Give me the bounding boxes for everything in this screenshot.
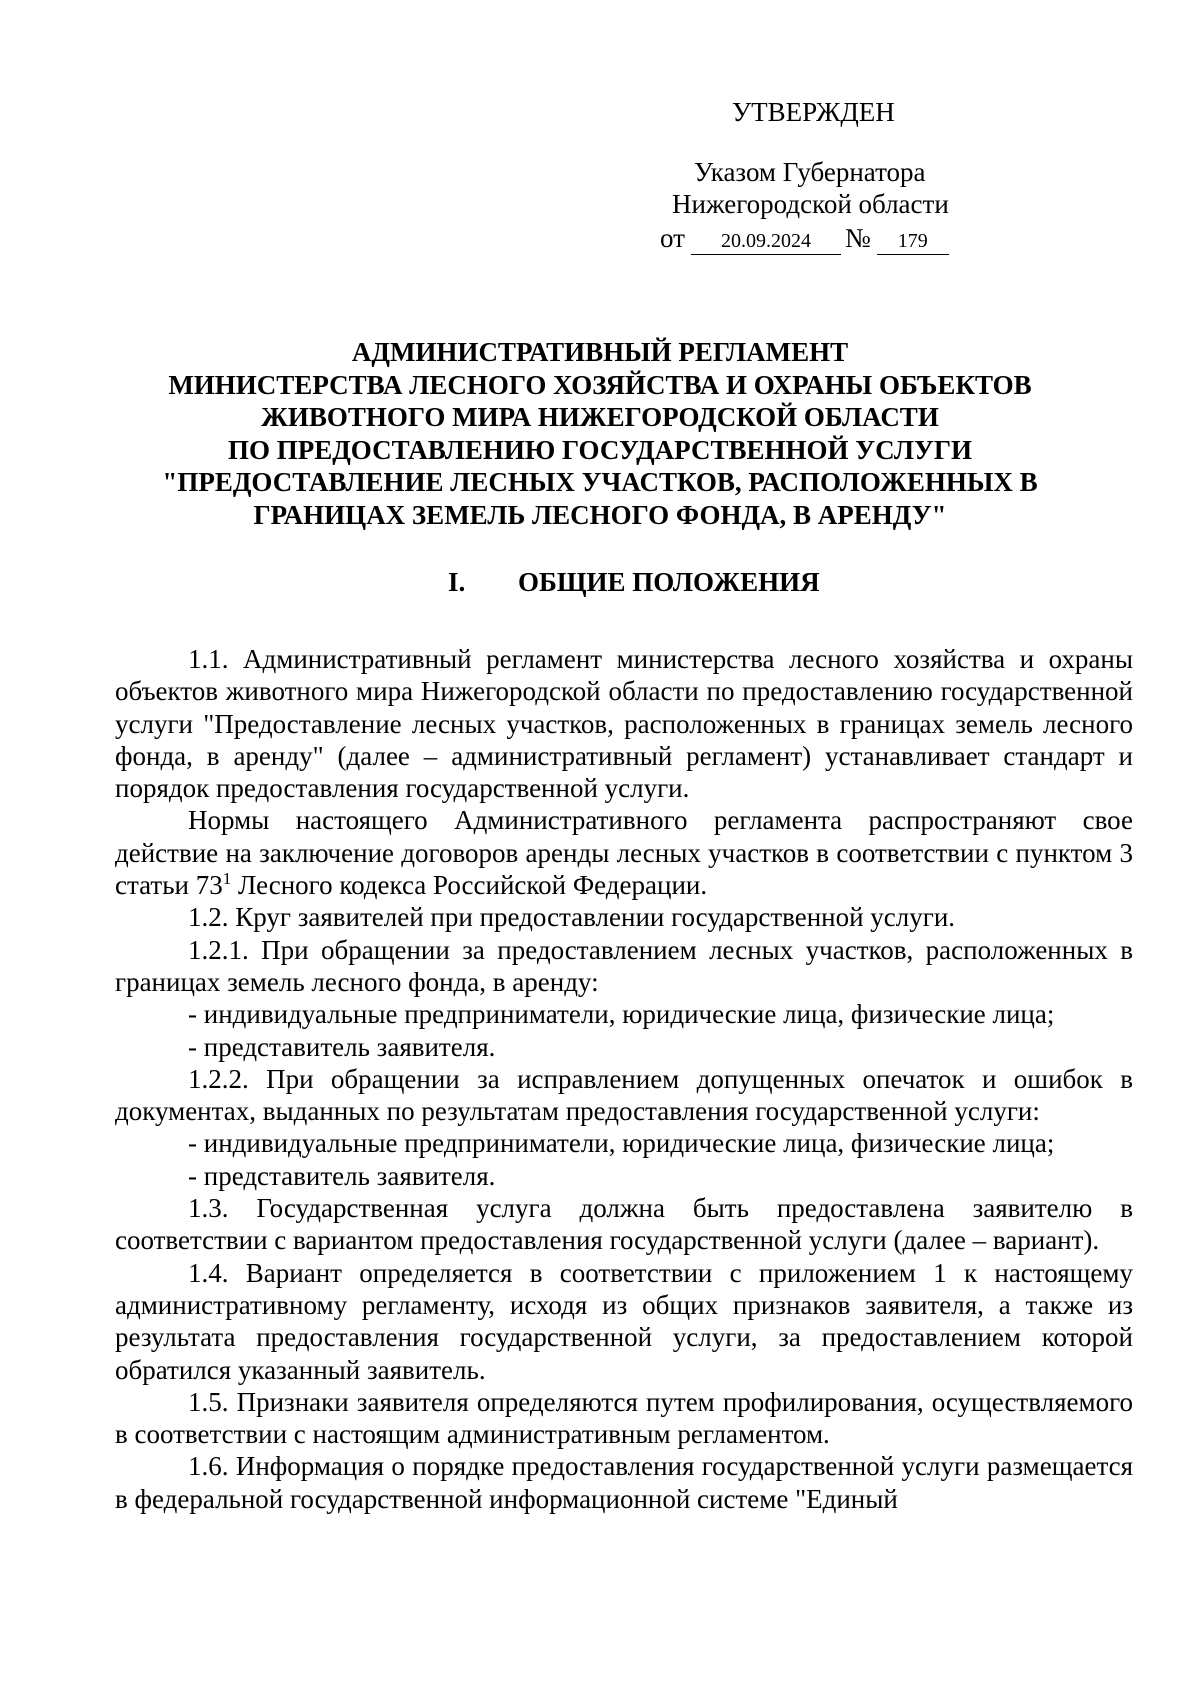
paragraph-1-2: 1.2. Круг заявителей при предоставлении государственной услуги. bbox=[188, 902, 956, 933]
document-body bbox=[115, 643, 1133, 1515]
document-title bbox=[100, 336, 1100, 531]
paragraph-1-1: 1.1. Административный регламент министерства лесного хозяйства и охраны объектов животного мира Нижегородской области по предоставлению государственной услуги "Предоставление лесных участков, расположенных в границах земель лесного фонда, в аренду" (далее – административный регламент) устанавливает стандарт и порядок предоставления государственной услуги. bbox=[115, 644, 1133, 804]
paragraph-1-2-2: 1.2.2. При обращении за исправлением допущенных опечаток и ошибок в документах, выданных по результатам предоставления государственной услуги: bbox=[115, 1063, 1133, 1127]
section-title: ОБЩИЕ ПОЛОЖЕНИЯ bbox=[518, 567, 820, 597]
section-heading bbox=[448, 566, 820, 599]
paragraph-norms-end: Лесного кодекса Российской Федерации. bbox=[231, 870, 708, 901]
title-line: АДМИНИСТРАТИВНЫЙ РЕГЛАМЕНТ bbox=[351, 337, 849, 367]
approved-label: УТВЕРЖДЕН bbox=[732, 97, 895, 127]
decree-line: Указом Губернатора bbox=[694, 157, 926, 187]
list-item: - индивидуальные предприниматели, юридические лица, физические лица; bbox=[188, 1128, 1055, 1159]
number-sign: № bbox=[844, 223, 871, 253]
article-superscript: 1 bbox=[222, 869, 232, 889]
title-line: ПО ПРЕДОСТАВЛЕНИЮ ГОСУДАРСТВЕННОЙ УСЛУГИ bbox=[227, 434, 973, 465]
paragraph-1-4: 1.4. Вариант определяется в соответствии с приложением 1 к настоящему административному регламенту, исходя из общих признаков заявителя, а также из результата предоставления государственной услуги, за предоставлением которой обратился указанный заявитель. bbox=[115, 1257, 1133, 1385]
paragraph-1-3: 1.3. Государственная услуга должна быть предоставлена заявителю в соответствии с вариантом предоставления государственной услуги (далее – вариант). bbox=[115, 1193, 1133, 1256]
decree-date: 20.09.2024 bbox=[691, 228, 841, 255]
title-line: МИНИСТЕРСТВА ЛЕСНОГО ХОЗЯЙСТВА И ОХРАНЫ ОБЪЕКТОВ bbox=[168, 369, 1032, 400]
region-line: Нижегородской области bbox=[672, 189, 949, 219]
paragraph-norms bbox=[115, 804, 1133, 901]
list-item: - представитель заявителя. bbox=[188, 1160, 496, 1191]
list-item: - индивидуальные предприниматели, юридические лица, физические лица; bbox=[188, 999, 1055, 1030]
paragraph-norms-text: Нормы настоящего Административного регламента распространяют свое действие на заключение договоров аренды лесных участков в соответствии с пунктом 3 статьи 73 bbox=[115, 805, 1133, 901]
paragraph-1-6: 1.6. Информация о порядке предоставления государственной услуги размещается в федеральной государственной информационной системе "Единый bbox=[115, 1451, 1133, 1514]
from-label: от bbox=[660, 223, 685, 253]
paragraph-1-5: 1.5. Признаки заявителя определяются путем профилирования, осуществляемого в соответствии с настоящим административным регламентом. bbox=[115, 1386, 1133, 1450]
list-item: - представитель заявителя. bbox=[188, 1031, 496, 1062]
title-line: "ПРЕДОСТАВЛЕНИЕ ЛЕСНЫХ УЧАСТКОВ, РАСПОЛОЖЕННЫХ В bbox=[162, 467, 1038, 497]
title-line: ГРАНИЦАХ ЗЕМЕЛЬ ЛЕСНОГО ФОНДА, В АРЕНДУ" bbox=[253, 499, 947, 530]
decree-number: 179 bbox=[877, 228, 949, 255]
section-numeral: I. bbox=[448, 567, 466, 597]
date-number-line bbox=[660, 222, 949, 255]
paragraph-1-2-1: 1.2.1. При обращении за предоставлением лесных участков, расположенных в границах земель лесного фонда, в аренду: bbox=[115, 934, 1133, 997]
title-line: ЖИВОТНОГО МИРА НИЖЕГОРОДСКОЙ ОБЛАСТИ bbox=[261, 402, 939, 432]
